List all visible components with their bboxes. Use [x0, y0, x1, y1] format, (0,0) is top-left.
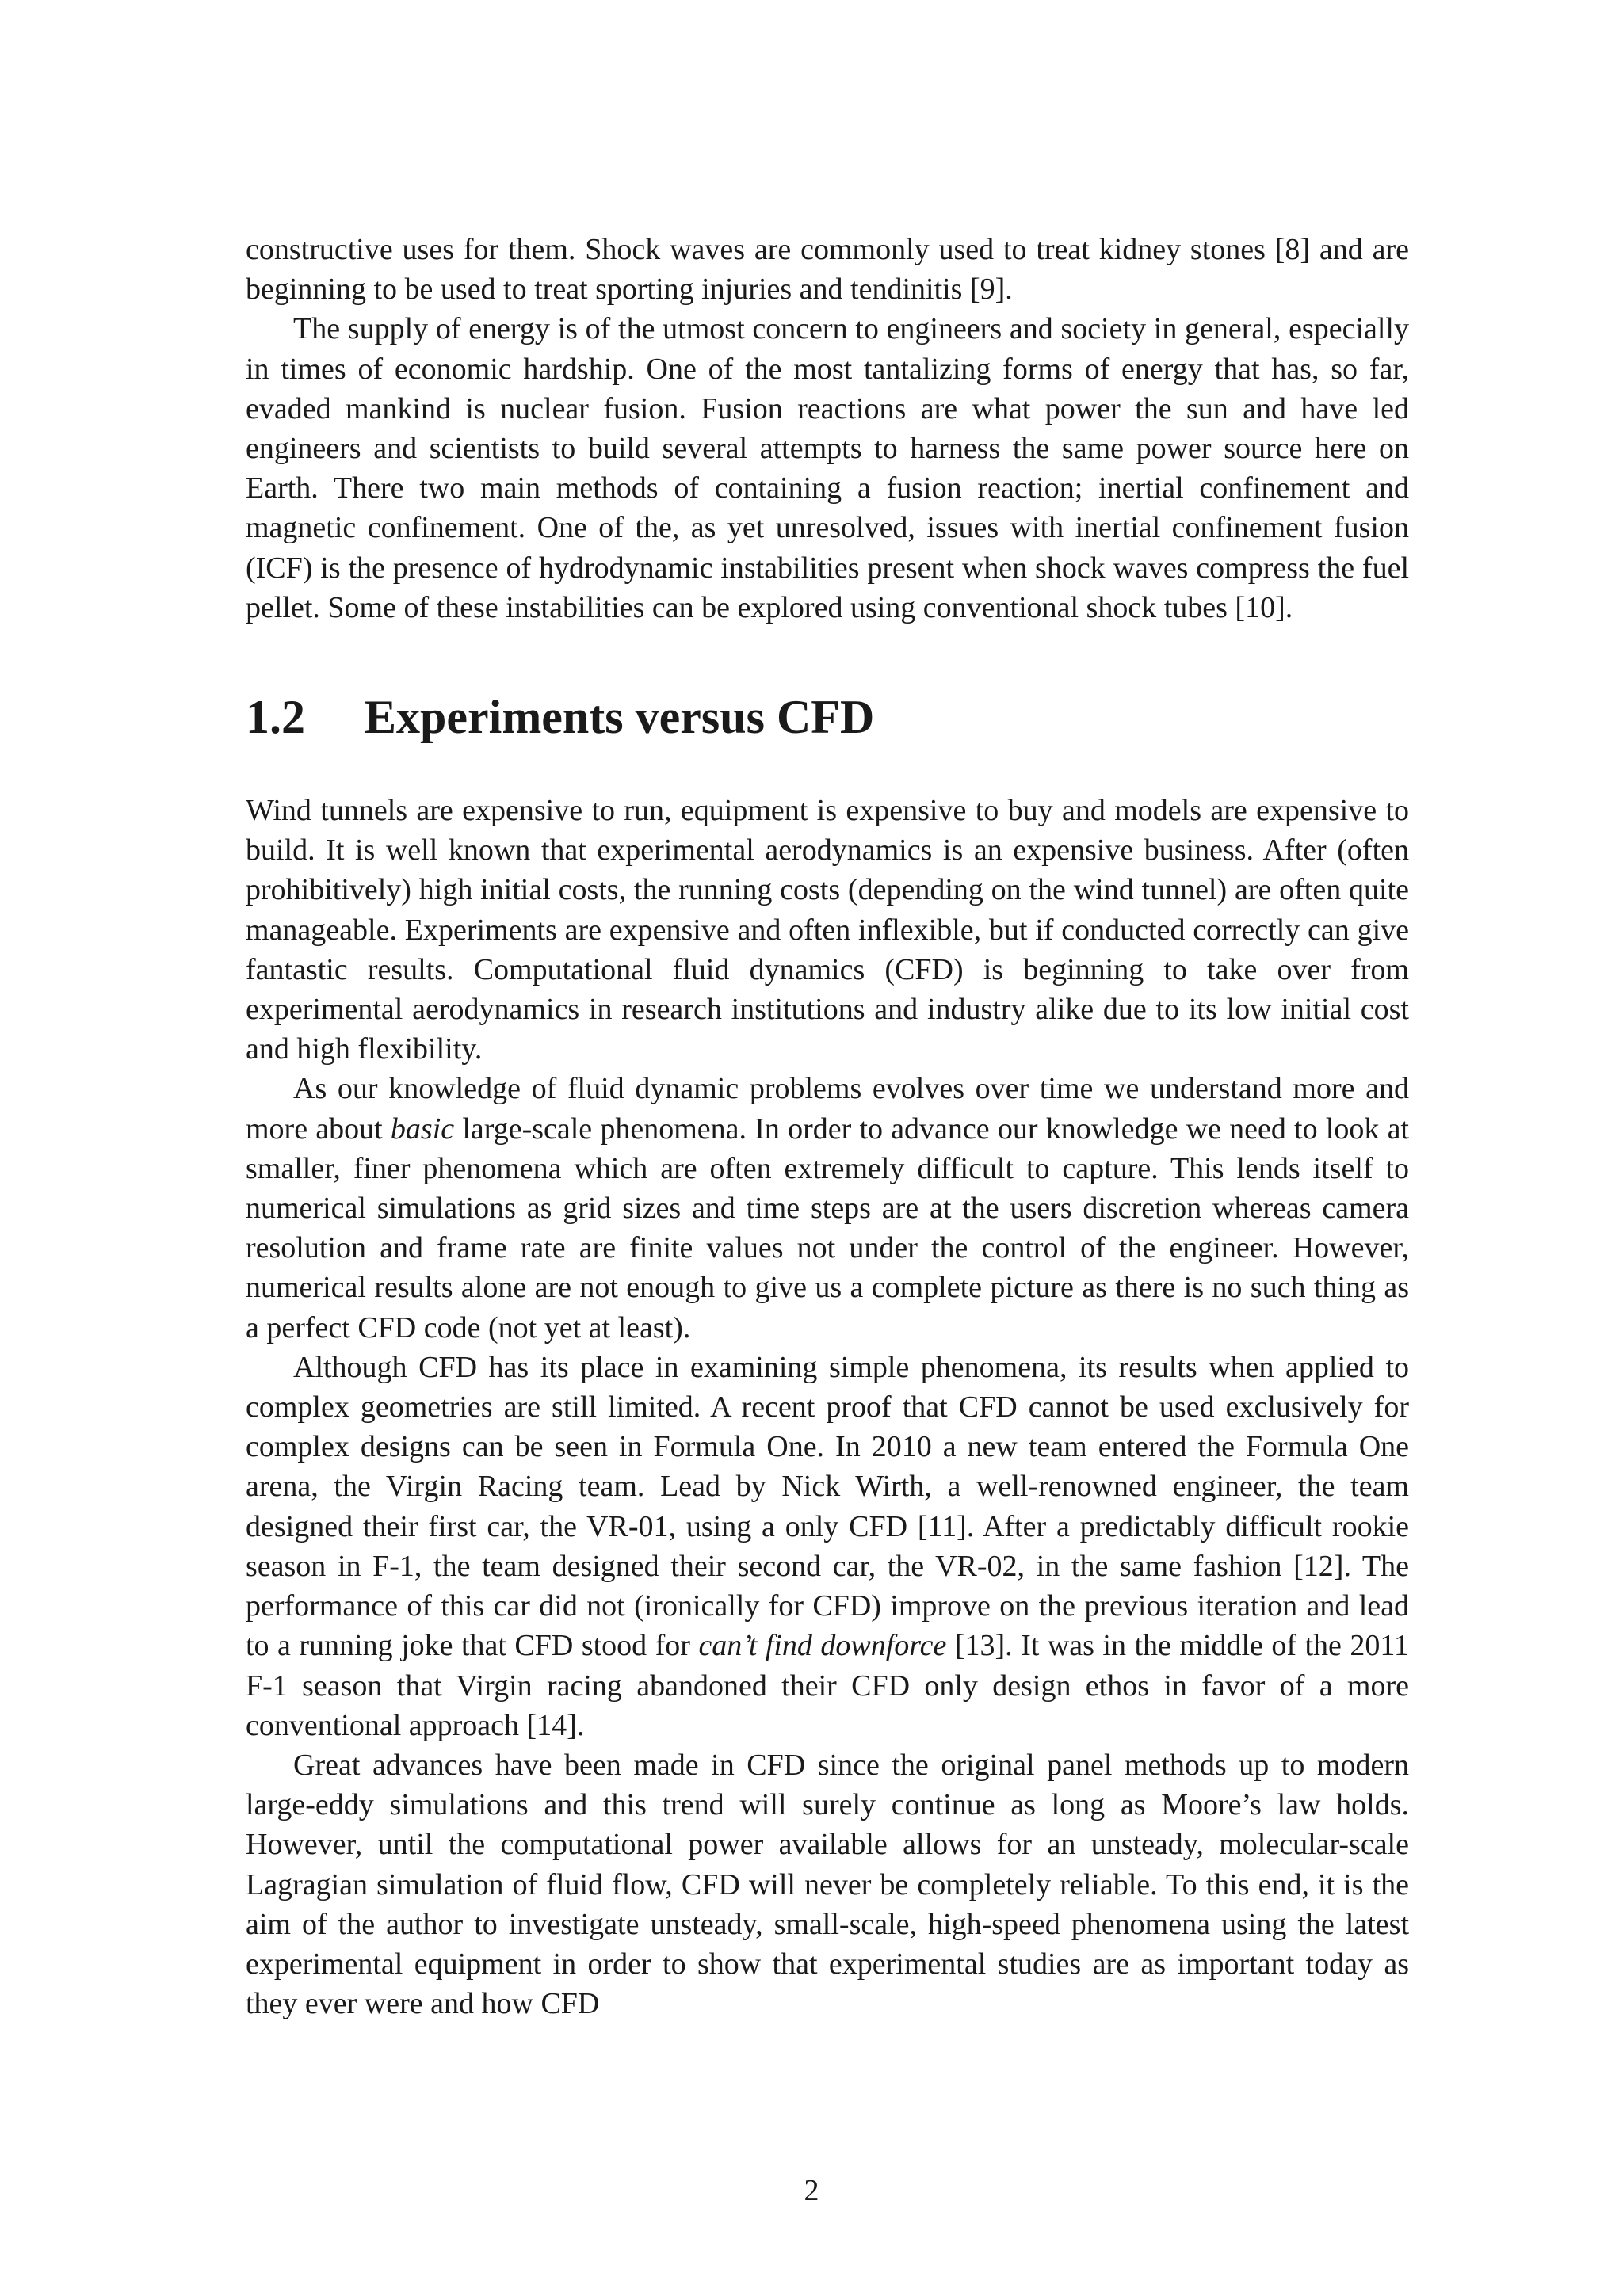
- paragraph-knowledge-fluid-dynamics: [246, 1069, 1409, 1347]
- emphasis-cant-find-downforce: can’t find downforce: [698, 1629, 947, 1663]
- section-heading: [246, 689, 1409, 745]
- section-number: 1.2: [246, 691, 305, 744]
- paragraph-text-after: [13]. It was in the middle of the 2011 F-1 season that Virgin racing abandoned their CFD only design ethos in favor of a more conventional approach [14].: [246, 1629, 1409, 1742]
- paragraph-text-after: large-scale phenomena. In order to advance our knowledge we need to look at smaller, finer phenomena which are often extremely difficult to capture. This lends itself to numerical simulations as grid sizes and time steps are at the users discretion whereas camera resolution and frame rate are finite values not under the control of the engineer. However, numerical results alone are not enough to give us a complete picture as there is no such thing as a perfect CFD code (not yet at least).: [246, 1112, 1409, 1344]
- paragraph-wind-tunnels: Wind tunnels are expensive to run, equipment is expensive to buy and models are expensive to build. It is well known that experimental aerodynamics is an expensive business. After (often prohibitively) high initial costs, the running costs (depending on the wind tunnel) are often quite manageable. Experiments are expensive and often inflexible, but if conducted correctly can give fantastic results. Computational fluid dynamics (CFD) is beginning to take over from experimental aerodynamics in research institutions and industry alike due to its low initial cost and high flexibility.: [246, 794, 1409, 1066]
- emphasis-basic: basic: [390, 1112, 455, 1146]
- paragraph-formula-one: [246, 1348, 1409, 1745]
- section-title: Experiments versus CFD: [365, 691, 875, 744]
- paragraph-shock-wave-uses: constructive uses for them. Shock waves are commonly used to treat kidney stones [8] and are beginning to be used to treat sporting injuries and tendinitis [9].: [246, 233, 1409, 307]
- paragraph-energy-fusion: The supply of energy is of the utmost concern to engineers and society in general, especially in times of economic hardship. One of the most tantalizing forms of energy that has, so far, evaded mankind is nuclear fusion. Fusion reactions are what power the sun and have led engineers and scientists to build several attempts to harness the same power source here on Earth. There two main methods of containing a fusion reaction; inertial confinement and magnetic confinement. One of the, as yet unresolved, issues with inertial confinement fusion (ICF) is the presence of hydrodynamic instabilities present when shock waves compress the fuel pellet. Some of these instabilities can be explored using conventional shock tubes [10].: [246, 312, 1409, 624]
- page-number: 2: [804, 2174, 819, 2207]
- paragraph-text-before: As our knowledge of fluid dynamic problems evolves over time we understand more and more about: [246, 1072, 1409, 1146]
- page-body: [246, 230, 1409, 2023]
- paragraph-text-before: Although CFD has its place in examining simple phenomena, its results when applied to complex geometries are still limited. A recent proof that CFD cannot be used exclusively for complex designs can be seen in Formula One. In 2010 a new team entered the Formula One arena, the Virgin Racing team. Lead by Nick Wirth, a well-renowned engineer, the team designed their first car, the VR-01, using a only CFD [11]. After a predictably difficult rookie season in F-1, the team designed their second car, the VR-02, in the same fashion [12]. The performance of this car did not (ironically for CFD) improve on the previous iteration and lead to a running joke that CFD stood for: [246, 1350, 1409, 1663]
- paragraph-cfd-advances: Great advances have been made in CFD since the original panel methods up to modern large-eddy simulations and this trend will surely continue as long as Moore’s law holds. However, until the computational power available allows for an unsteady, molecular-scale Lagragian simulation of fluid flow, CFD will never be completely reliable. To this end, it is the aim of the author to investigate unsteady, small-scale, high-speed phenomena using the latest experimental equipment in order to show that experimental studies are as important today as they ever were and how CFD: [246, 1748, 1409, 2021]
